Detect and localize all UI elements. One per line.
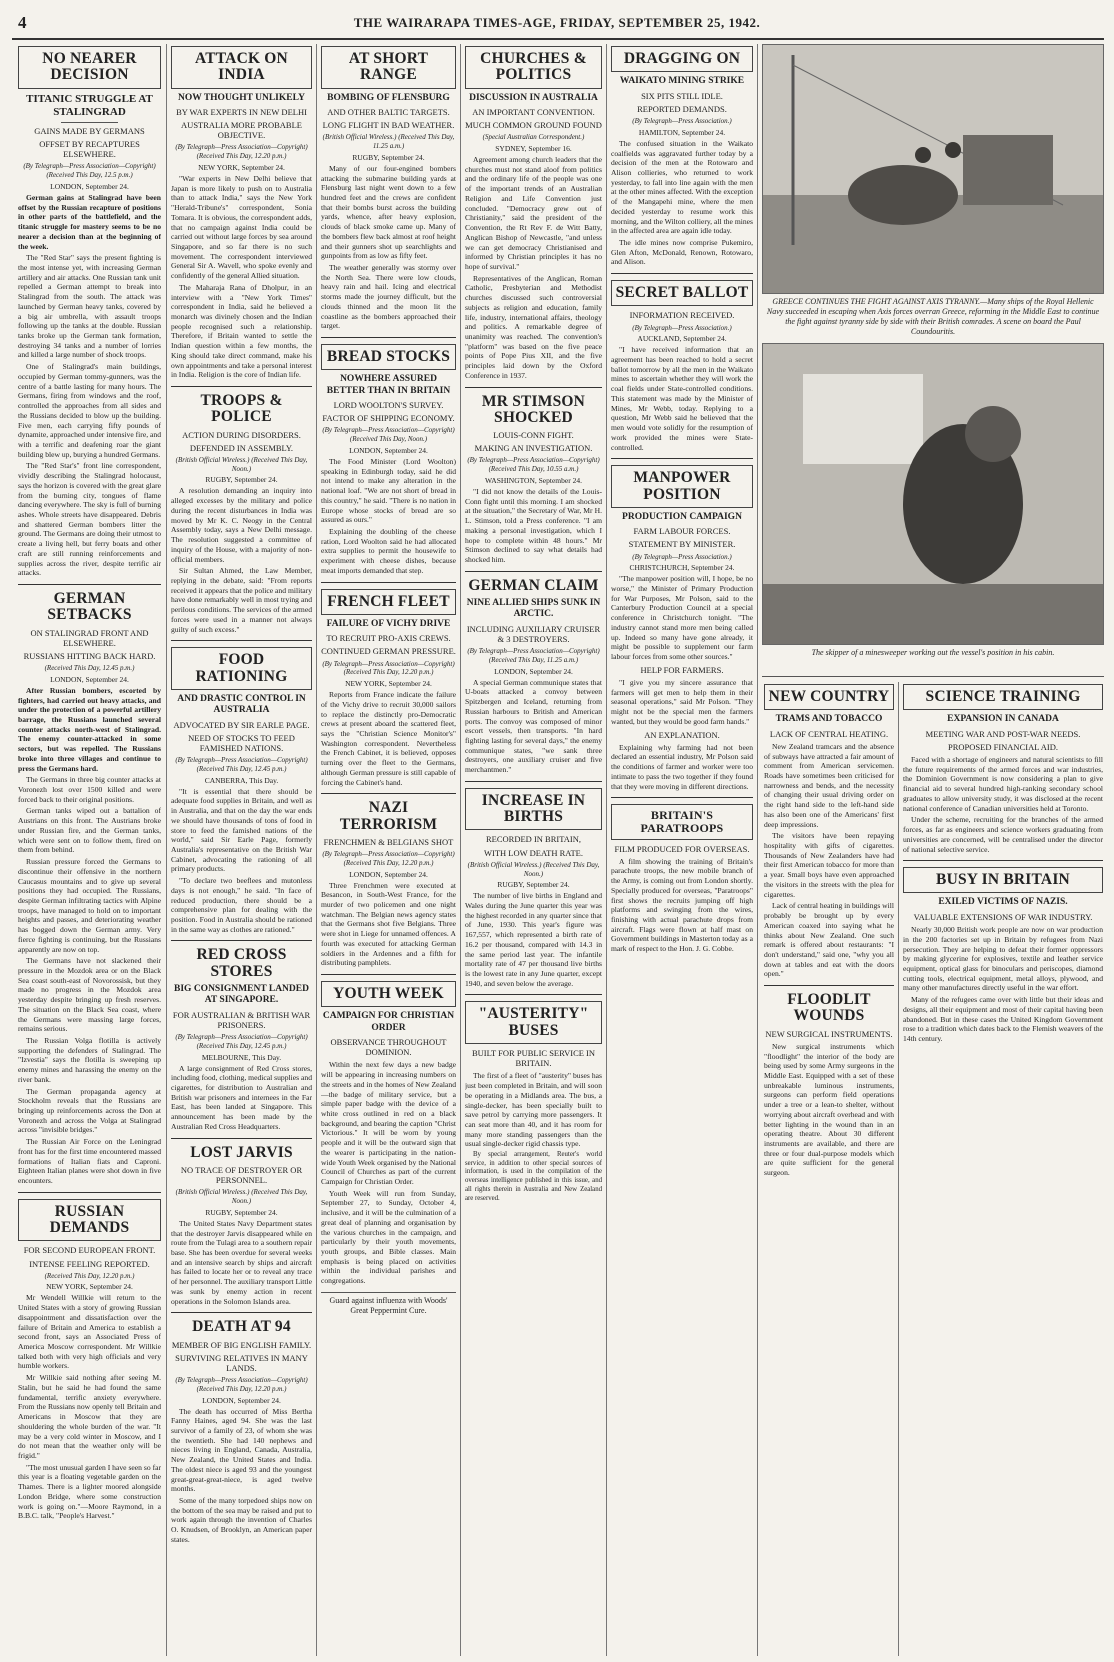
- deck: REPORTED DEMANDS.: [637, 103, 727, 114]
- paragraph: Russian pressure forced the Germans to discontinue their offensive in the northern Caucasus mountains and to give up several positions they had occupied. The Russians, despite German infiltrating tactics with Alpine troops, have managed to hold on to important heights and passes, and deteriorating weather has bogged down the German army. Very fierce fighting is continuing, but the Russians apparently are now on top.: [18, 857, 161, 954]
- article-dragging-on: [611, 46, 753, 267]
- column-rule: [316, 44, 317, 1656]
- headline: BUSY IN BRITAIN: [903, 867, 1103, 893]
- credit-line: (By Telegraph—Press Association—Copyright) (Received This Day, 12.45 p.m.): [175, 756, 308, 773]
- deck: NOW THOUGHT UNLIKELY: [178, 92, 305, 103]
- deck: FARM LABOUR FORCES.: [633, 526, 731, 537]
- headline: CHURCHES & POLITICS: [465, 46, 602, 89]
- column-rule: [898, 682, 899, 1656]
- dateline: CHRISTCHURCH, September 24.: [629, 563, 735, 573]
- headline: NEW COUNTRY: [764, 684, 894, 710]
- credit-line: (Received This Day, 12.20 p.m.): [44, 1271, 135, 1280]
- minesweeper-cabin-illustration: [763, 344, 1103, 644]
- headline: DRAGGING ON: [611, 46, 753, 72]
- deck: PROPOSED FINANCIAL AID.: [948, 741, 1058, 752]
- headline: "AUSTERITY" BUSES: [465, 1001, 602, 1044]
- deck: TRAMS AND TOBACCO: [775, 714, 883, 725]
- headline: AT SHORT RANGE: [321, 46, 456, 89]
- divider: [465, 781, 602, 782]
- headline: SECRET BALLOT: [611, 280, 753, 306]
- divider: [171, 640, 312, 641]
- dateline: RUGBY, September 24.: [205, 1207, 278, 1217]
- article-no-nearer-decision: [18, 46, 161, 578]
- credit-line: (By Telegraph—Press Association.): [632, 323, 732, 332]
- deck: NEED OF STOCKS TO FEED FAMISHED NATIONS.: [188, 732, 295, 753]
- deck: GAINS MADE BY GERMANS: [34, 125, 145, 136]
- divider: [465, 994, 602, 995]
- column-5: [611, 44, 753, 1656]
- paragraph: The German propaganda agency at Stockholm reveals that the Russians are bringing up reinforcements across the Don at Voronezh and across the Volga at Stalingrad across "invisible bridges.": [18, 1086, 161, 1135]
- paragraph: By special arrangement, Reuter's world service, in addition to other special sources of information, is used in the compilation of the overseas intelligence published in this issue, and all rights therein in Australia and New Zealand are reserved.: [465, 1151, 602, 1202]
- masthead-title: THE WAIRARAPA TIMES-AGE, FRIDAY, SEPTEMBER 25, 1942.: [353, 15, 761, 30]
- credit-line: (By Telegraph—Press Association—Copyright) (Received This Day, 12.20 p.m.): [175, 1376, 308, 1393]
- article-youth-week: [321, 981, 456, 1286]
- dateline: LONDON, September 24.: [50, 674, 129, 684]
- divider: [903, 860, 1103, 861]
- article-food-rationing: [171, 647, 312, 934]
- credit-line: (British Official Wireless.) (Received This Day, 11.25 a.m.): [322, 133, 455, 151]
- deck: BY WAR EXPERTS IN NEW DELHI: [176, 106, 307, 117]
- credit-line: (By Telegraph—Press Association—Copyright) (Received This Day, 12.5 p.m.): [23, 162, 156, 180]
- article-french-fleet: [321, 589, 456, 788]
- paragraph: Representatives of the Anglican, Roman Catholic, Presbyterian and Methodist churches discussed such controversial subjects as religion and education, family life, industry, international affairs, theology and politics. A remarkable degree of unanimity was reached. The convention's "platform" was based on the five peace points of Pope Pius XII, and the five principles laid down by the Oxford Conference in 1937.: [465, 273, 602, 380]
- headline: MANPOWER POSITION: [611, 465, 753, 508]
- deck: NEW SURGICAL INSTRUMENTS.: [765, 1028, 893, 1039]
- article-german-claim: [465, 578, 602, 775]
- paragraph: "It is essential that there should be adequate food supplies in Britain, and well as in Australia, and that on the day the war ends we should have thousands of tons of food in store to feed the famished nations of the world," said Sir Earle Page, formerly Australia's representative on the British War Cabinet, advocating the rationing of all primary products.: [171, 786, 312, 874]
- deck: LORD WOOLTON'S SURVEY.: [333, 400, 444, 411]
- deck: VALUABLE EXTENSIONS OF WAR INDUSTRY.: [913, 911, 1093, 922]
- article-churches-politics: [465, 46, 602, 381]
- deck: OBSERVANCE THROUGHOUT DOMINION.: [330, 1037, 447, 1058]
- headline: GERMAN CLAIM: [468, 576, 599, 594]
- greek-navy-photo: [762, 44, 1104, 294]
- deck: LACK OF CENTRAL HEATING.: [769, 728, 889, 739]
- paragraph: Three Frenchmen were executed at Besancon, in South-West France, for the murder of two policemen and one night watchman. The Belgian news agency states that the Germans shot five Belgians. Three were shot in Liege for unnamed offences. A fourth was executed for attacking German soldiers in the Ardennes and a fifth for distributing pamphlets.: [321, 880, 456, 968]
- deck: EXPANSION IN CANADA: [947, 714, 1059, 725]
- article-mr-stimson-shocked: [465, 394, 602, 565]
- credit-line: (By Telegraph—Press Association—Copyright) (Received This Day, Noon.): [322, 426, 455, 444]
- paragraph: One of Stalingrad's main buildings, occupied by German tommy-gunners, was the centre of a battle lasting for many hours. The Germans, firing from windows and the roof, controlled the approaches from all sides and the Russians decided to blow up the building. Five men, each carrying fifty pounds of dynamite, approached under intensive fire, and with a terrific and deafening roar the giant building blew up, burying a hundred Germans.: [18, 362, 161, 459]
- deck: DEFENDED IN ASSEMBLY.: [189, 442, 294, 453]
- deck: STATEMENT BY MINISTER.: [628, 539, 736, 550]
- deck: SURVIVING RELATIVES IN MANY LANDS.: [175, 1352, 308, 1373]
- masthead-rule: [12, 38, 1104, 40]
- deck: FILM PRODUCED FOR OVERSEAS.: [614, 843, 750, 854]
- column-3: [321, 44, 456, 1656]
- deck: WAIKATO MINING STRIKE: [619, 76, 745, 87]
- deck: ACTION DURING DISORDERS.: [182, 429, 301, 440]
- divider: [611, 797, 753, 798]
- column-1: [18, 44, 161, 1656]
- paragraph: Lack of central heating in buildings will probably be brought up by every American coaxed into saying what he thinks about New Zealand. One such remark is offered about restaurants: "I don't understand," said one, "why you all down at tables and eat with the doors open.": [764, 901, 894, 979]
- deck: FACTOR OF SHIPPING ECONOMY.: [322, 413, 455, 424]
- paragraph: The Germans in three big counter attacks at Voronezh lost over 1500 killed and were forced back to their original positions.: [18, 775, 161, 804]
- column-6b: [903, 682, 1103, 1656]
- paragraph: "The manpower position will, I hope, be no worse," the Minister of Primary Production for War Purposes, Mr Polson, said to the Canterbury Production Council at a special conference in Christchurch tonight. "The industry cannot stand more men being called up. Indeed so many have gone already, it might be possible to supplement our farm labour forces from some other sources.": [611, 574, 753, 662]
- article-britains-paratroops: [611, 804, 753, 954]
- divider: [321, 337, 456, 338]
- deck: FOR SECOND EUROPEAN FRONT.: [23, 1245, 156, 1256]
- deck: PRODUCTION CAMPAIGN: [622, 511, 742, 522]
- paragraph: Faced with a shortage of engineers and natural scientists to fill the future requirements of the armed forces and war industries, the Dominion Government is now considering a plan to give financial aid to several hundred high-ranking secondary school graduates to allow university study, it was disclosed at the recent national conference of Canadian universities held at Toronto.: [903, 755, 1103, 813]
- paragraph: Many of the refugees came over with little but their ideas and designs, all their equipment and most of their capital having been abandoned. But in these cases the United Kingdom Government rose to a tradition which dates back to the Flemish weavers of the 14th century.: [903, 995, 1103, 1043]
- paragraph: Agreement among church leaders that the churches must not stand aloof from politics and the ordinary life of the people was one of the important trends of an Australian Religion and Life Convention just concluded. "Democracy grew out of Christianity," said the president of the Convention, the Rt Rev F. de Witt Batty, Anglican Bishop of Newcastle, "and unless we can get democracy Christianised and informed by Christian principles it has no hope of survival.": [465, 155, 602, 271]
- paragraph: The weather generally was stormy over the North Sea. There were low clouds, heavy rain and hail. Icing and electrical storms made the journey difficult, but the clouds thinned and the moon lit the coastline as the bombers approached their target.: [321, 262, 456, 331]
- deck: FRENCHMEN & BELGIANS SHOT: [323, 836, 454, 847]
- deck: LOUIS-CONN FIGHT.: [493, 430, 574, 441]
- headline: FLOODLIT WOUNDS: [787, 991, 871, 1025]
- headline: NAZI TERRORISM: [339, 799, 438, 833]
- deck: WITH LOW DEATH RATE.: [484, 847, 583, 858]
- paragraph: Explaining why farming had not been declared an essential industry, Mr Polson said the conditions of farmer and worker were too intimate to pass the two together if they found that they were moving in different directions.: [611, 742, 753, 791]
- deck: SIX PITS STILL IDLE.: [641, 90, 723, 101]
- headline: ATTACK ON INDIA: [171, 46, 312, 89]
- paragraph: "War experts in New Delhi believe that Japan is more likely to push on to Australia than to attack India," says the New York "Herald-Tribune's" correspondent, Sonia Tomara. It is obvious, the correspondent adds, that no campaign against India could be carried out without large forces by sea around Singapore, and so far there is no such movement. The correspondent interviewed General Sir A. Wavell, who spoke evenly and confidently of the general Allied situation.: [171, 173, 312, 281]
- paragraph: German tanks wiped out a battalion of Austrians on this front. The Austrians broke under Russian fire, and the German tanks, which were sent on to follow them, fired on them from behind.: [18, 806, 161, 855]
- dateline: CANBERRA, This Day.: [204, 775, 279, 785]
- divider: [171, 1312, 312, 1313]
- article-floodlit-wounds: [764, 992, 894, 1178]
- headline: MR STIMSON SHOCKED: [481, 392, 586, 426]
- paragraph: A large consignment of Red Cross stores, including food, clothing, medical supplies and cigarettes, for distribution to Australian and British war prisoners and internees in the Far East, has been landed at Singapore. This announcement has been made by the Australian Red Cross Headquarters.: [171, 1063, 312, 1131]
- deck: FAILURE OF VICHY DRIVE: [326, 618, 451, 629]
- lead-paragraph: German gains at Stalingrad have been offset by the Russian recapture of positions in other parts of the battlefield, and the titanic struggle for mastery seems to be no nearer a decision than at the beginning of the week.: [18, 192, 161, 251]
- dateline: LONDON, September 24.: [494, 666, 573, 676]
- headline: BREAD STOCKS: [321, 344, 456, 370]
- article-busy-in-britain: [903, 867, 1103, 1043]
- paragraph: The first of a fleet of "austerity" buses has just been completed in Britain, and will soon be operating in a Midlands area. The bus, a single-decker, has been specially built to save petrol by carrying more passengers. It can seat more than 40, and it has room for many more standing passengers than the usual single-decker rigid chassis type.: [465, 1071, 602, 1149]
- divider: [18, 584, 161, 585]
- paragraph: The number of live births in England and Wales during the June quarter this year was the highest recorded in any quarter since that of June, 1930. This year's figure was 167,557, which represented a birth rate of 16.2 per thousand, compared with 14.3 in the same period last year. The infantile mortality rate of 47 per thousand live births is the lowest rate in any June quarter, except 1940, and seven below the average.: [465, 891, 602, 988]
- masthead: [10, 10, 1104, 32]
- deck: MAKING AN INVESTIGATION.: [474, 443, 593, 454]
- credit-line: (Special Australian Correspondent.): [482, 133, 585, 142]
- credit-line: (British Official Wireless.) (Received This Day, Noon.): [175, 1188, 308, 1206]
- deck: RUSSIANS HITTING BACK HARD.: [23, 650, 156, 661]
- article-german-setbacks: [18, 591, 161, 1186]
- headline: BRITAIN'S PARATROOPS: [611, 804, 753, 839]
- headline: NO NEARER DECISION: [18, 46, 161, 89]
- paragraph: The Russian Volga flotilla is actively supporting the defenders of Stalingrad. The "Izvestia" says the flotilla is sweeping up enemy mines and harassing the enemy on the river bank.: [18, 1036, 161, 1084]
- headline: FOOD RATIONING: [171, 647, 312, 690]
- credit-line: (Received This Day, 12.45 p.m.): [44, 664, 135, 673]
- deck: AND DRASTIC CONTROL IN AUSTRALIA: [177, 693, 306, 716]
- dateline: NEW YORK, September 24.: [46, 1282, 133, 1292]
- lead-paragraph: After Russian bombers, escorted by fighters, had carried out heavy attacks, and under the protection of a powerful artillery barrage, the Russians launched several counter attacks north-west of Stalingrad. The enemy counter-attacked in some sectors, but was repelled. The Russians broke into three villages and continue to press the Germans hard.: [18, 685, 161, 773]
- deck: AN IMPORTANT CONVENTION.: [472, 106, 595, 117]
- credit-line: (British Official Wireless.) (Received This Day, Noon.): [175, 455, 308, 473]
- advertisement: Guard against influenza with Woods' Great Peppermint Cure.: [321, 1292, 456, 1315]
- divider: [18, 1192, 161, 1193]
- headline: INCREASE IN BIRTHS: [465, 788, 602, 831]
- photo-column: [762, 44, 1104, 674]
- deck: AUSTRALIA MORE PROBABLE OBJECTIVE.: [181, 120, 302, 141]
- deck: ON STALINGRAD FRONT AND ELSEWHERE.: [30, 627, 149, 648]
- deck: NOWHERE ASSURED BETTER THAN IN BRITAIN: [326, 374, 451, 396]
- deck: CAMPAIGN FOR CHRISTIAN ORDER: [322, 1011, 455, 1033]
- deck: RECORDED IN BRITAIN,: [486, 834, 581, 845]
- headline: DEATH AT 94: [192, 1318, 291, 1336]
- divider: [764, 985, 894, 986]
- article-austerity-buses: [465, 1001, 602, 1203]
- deck: OFFSET BY RECAPTURES ELSEWHERE.: [39, 139, 140, 160]
- article-troops-police: [171, 393, 312, 634]
- divider: [321, 793, 456, 794]
- dateline: HAMILTON, September 24.: [638, 127, 726, 137]
- paragraph: Reports from France indicate the failure of the Vichy drive to recruit 30,000 sailors to replace the distinctly pro-Democratic crews at present aboard the scattered fleet, says the "Christian Science Monitor's" Washington correspondent. Nevertheless the French Cabinet, it is believed, opposes turning over the fleet to the Germans, although German pressure is still capable of forcing the Cabinet's hand.: [321, 690, 456, 787]
- deck: LONG FLIGHT IN BAD WEATHER.: [322, 120, 455, 131]
- paragraph: The Russian Air Force on the Leningrad front has for the first time encountered massed formations of Italian fiats and Caproni. Eighteen Italian planes were shot down in five encounters.: [18, 1137, 161, 1186]
- paragraph: Mr Wendell Willkie will return to the United States with a story of growing Russian disappointment and dissatisfaction over the failure of Britain and America to establish a second front, says an Associated Press of America Moscow correspondent. Mr Willkie talked both with very high officials and very humble workers.: [18, 1293, 161, 1371]
- paragraph: "To declare two beeflees and mutonless days is not enough," he said. "In face of reduced production, there should be a comprehensive plan for dealing with the position. Food in Australia should be rationed in the same way as clothes are rationed.": [171, 876, 312, 934]
- paragraph: The Food Minister (Lord Woolton) speaking in Edinburgh today, said he did not intend to make any alteration in the national loaf. "We are not short of bread in this country," he said. "There is no nation in Europe whose stocks of bread are so assured as ours.": [321, 456, 456, 525]
- deck: BIG CONSIGNMENT LANDED AT SINGAPORE.: [174, 983, 309, 1006]
- deck: MUCH COMMON GROUND FOUND: [465, 120, 602, 131]
- divider: [61, 122, 118, 123]
- divider: [465, 571, 602, 572]
- article-russian-demands: [18, 1199, 161, 1521]
- paragraph: A special German communique states that U-boats attacked a convoy between Spitzbergen and Iceland, returning from Russian harbours to British and American ports. The convoy was composed of minor escort vessels, then transports. "In hard fighting lasting for several days," the enemy communique states, "we sank three destroyers, one auxiliary cruiser and five merchantmen.": [465, 677, 602, 775]
- article-bread-stocks: [321, 344, 456, 576]
- paragraph: "I have received information that an agreement has been reached to hold a secret ballot tomorrow by all the men in the Waikato mines to ascertain whether they will work the coal fields under State-controlled conditions. This statement was made by the Minister of Mines, Mr Webb, today. Replying to a question, Mr Webb said he believed that the men would vote solidly for the resumption of work provided the mines were State-controlled.: [611, 345, 753, 452]
- deck: CONTINUED GERMAN PRESSURE.: [321, 646, 456, 657]
- paragraph: Youth Week will run from Sunday, September 27, to Sunday, October 4, inclusive, and it will be the culmination of a great deal of planning and organisation by the various churches in the campaign, and particularly by their youth movements, youth groups, and Bible classes. Main emphasis is being placed on activities within the individual parishes and congregations.: [321, 1188, 456, 1286]
- headline: RED CROSS STORES: [196, 946, 287, 980]
- subheading: AN EXPLANATION.: [644, 729, 720, 740]
- credit-line: (By Telegraph—Press Association.): [632, 552, 732, 561]
- photo-caption: GREECE CONTINUES THE FIGHT AGAINST AXIS TYRANNY.—Many ships of the Royal Hellenic Navy succeeded in escaping when Axis forces overran Greece, reforming in the Middle East to continue the fight against tyranny side by side with their British comrades. A scene on board the Paul Coundouritis.: [766, 297, 1100, 336]
- deck: MEETING WAR AND POST-WAR NEEDS.: [925, 728, 1081, 739]
- paragraph: Many of our four-engined bombers attacking the submarine building yards at Flensburg last night went down to a few hundred feet and the crews are confident that their bombs burst across the building yards, whence, after heavy explosion, clouds of black smoke came up. Many of the bombers flew back almost at roof height and their gunners shot up searchlights and gunpoints from as low as fifty feet.: [321, 163, 456, 261]
- credit-line: (By Telegraph—Press Association.): [632, 117, 732, 126]
- paragraph: The "Red Star's" front line correspondent, vividly describing the Stalingrad holocaust, says the horizon is covered with the great glare from the burning city, tongues of flame dancing everywhere. The sky is full of burning ashes. Whole streets have disappeared. Debris and shattered German bombers litter the ground. The Germans are doing their utmost to create a living hell, but ferry boats and other craft are still running reinforcements and supplies across the river, despite terrific air attacks.: [18, 461, 161, 578]
- paragraph: The death has occurred of Miss Bertha Fanny Haines, aged 94. She was the last survivor of a family of 23, of whom she was the twentieth. She had 140 nephews and nieces living in England, Canada, Australia, New Zealand, the United States and India. The oldest niece is aged 93 and the youngest great-great-great-niece, is aged twelve months.: [171, 1406, 312, 1494]
- headline: YOUTH WEEK: [321, 981, 456, 1007]
- paragraph: Mr Willkie said nothing after seeing M. Stalin, but he said he had found the same fundamental, terrific anxiety everywhere. From the Russians now openly tell Britain and Americans in Moscow that they are shouldering the whole burden of the war. "It may be a very cold winter in Moscow, and I do not mean that the weather only will be frigid.": [18, 1373, 161, 1460]
- paragraph: The United States Navy Department states that the destroyer Jarvis disappeared while en route from the Tulagi area to a southern repair base. She has been overdue for several weeks and an intensive search by ships and aircraft has failed to locate her or to reveal any trace of her personnel. The auxiliary transport Little was sunk by enemy action in recent operations in the Solomon Islands area.: [171, 1218, 312, 1306]
- column-6a: [764, 682, 894, 1656]
- divider: [321, 974, 456, 975]
- dateline: MELBOURNE, This Day.: [201, 1052, 282, 1062]
- headline: LOST JARVIS: [190, 1143, 293, 1161]
- credit-line: (By Telegraph—Press Association—Copyright) (Received This Day, 12.20 p.m.): [322, 850, 455, 867]
- paragraph: "I did not know the details of the Louis-Conn fight until this morning. I am shocked at the situation," the Secretary of War, Mr H. L. Stimson, told a Press conference. "I am making a personal investigation, which I hope to complete within 48 hours." Mr Stimson declined to say what details had shocked him.: [465, 486, 602, 565]
- dateline: SYDNEY, September 16.: [495, 144, 572, 154]
- credit-line: (By Telegraph—Press Association—Copyright) (Received This Day, 12.20 p.m.): [322, 659, 455, 677]
- deck: AND OTHER BALTIC TARGETS.: [327, 106, 450, 117]
- paragraph: The confused situation in the Waikato coalfields was aggravated further today by a decision of the men at the Rotowaro and Alison collieries, who returned to work yesterday, to fall into line again with the men at the other mines affected. With the exception of the Mangapehi mine, where the men decided yesterday to resume work this morning, and the Wilton colliery, all the mines in the affected area are again idle today.: [611, 138, 753, 236]
- divider: [171, 940, 312, 941]
- headline: GERMAN SETBACKS: [47, 590, 132, 624]
- paragraph: Under the scheme, recruiting for the branches of the armed forces, as far as engineers and science workers graduating from universities are concerned, will be centralised under the director of national selective service.: [903, 815, 1103, 854]
- dateline: WASHINGTON, September 24.: [485, 475, 582, 485]
- column-2: [171, 44, 312, 1656]
- paragraph: The "Red Star" says the present fighting is the most intense yet, with increasing German artillery and air attacks. One Russian tank unit repelled a German attempt to break into Stalingrad from the south. The attack was launched by German heavy tanks, covered by a big air umbrella, with assault troops following up the tanks at the double. Russian tanks broke up the German tank formation, destroying 34 tanks and a number of lorries and killed a large number of shock troops.: [18, 253, 161, 360]
- deck: DISCUSSION IN AUSTRALIA: [469, 92, 598, 103]
- paragraph: Within the next few days a new badge will be appearing in increasing numbers on the streets and in the homes of New Zealand—the badge of military service, but a simple paper badge with the device of a white cross outlined in red on a black background, and bearing the caption "Christ Victorious." It will be worn by young people and it will be the outward sign that the wearer is participating in the nation-wide Youth Week organised by the National Council of Churches as part of the current Campaign for Christian Order.: [321, 1060, 456, 1187]
- article-science-training: [903, 684, 1103, 854]
- dateline: NEW YORK, September 24.: [198, 162, 285, 172]
- paragraph: Sir Sultan Ahmed, the Law Member, replying in the debate, said: "From reports received it appears that the police and military have done remarkably well in most trying and perilous conditions. The services of the armed forces were used in a manner not always guilty of such excess.": [171, 566, 312, 634]
- minesweeper-photo: [762, 343, 1104, 645]
- paragraph: "The most unusual garden I have seen so far this year is a floating vegetable garden on the Thames. There is a lighter moored alongside London Bridge, where some construction work is going on."—Moore Raymond, in a B.B.C. talk, "People's Harvest.": [18, 1462, 161, 1521]
- dateline: LONDON, September 24.: [349, 869, 428, 879]
- column-rule: [460, 44, 461, 1656]
- article-lost-jarvis: [171, 1145, 312, 1307]
- deck: NO TRACE OF DESTROYER OR PERSONNEL.: [180, 1164, 303, 1186]
- headline: FRENCH FLEET: [321, 589, 456, 615]
- dateline: AUCKLAND, September 24.: [637, 334, 727, 344]
- credit-line: (By Telegraph—Press Association—Copyright) (Received This Day, 12.20 p.m.): [175, 143, 308, 161]
- ship-deck-illustration: [763, 45, 1103, 293]
- column-rule: [606, 44, 607, 1656]
- credit-line: (By Telegraph—Press Association—Copyright) (Received This Day, 11.25 a.m.): [467, 647, 600, 664]
- credit-line: (By Telegraph—Press Association—Copyright) (Received This Day, 12.45 p.m.): [175, 1033, 308, 1050]
- subheading: HELP FOR FARMERS.: [640, 664, 724, 675]
- headline: SCIENCE TRAINING: [903, 684, 1103, 710]
- paragraph: Nearly 30,000 British work people are now on war production in the 200 factories set up in Britain by refugees from Nazi persecution. They are helping to defeat their former oppressors by making glycerine for explosives, textile and leather service equipment, optical glass for binoculars and periscopes, diamond cutting tools, electrical equipment, metal alloys, plywood, and many other manufactures directly useful in the war effort.: [903, 925, 1103, 993]
- dateline: LONDON, September 24.: [202, 1395, 281, 1405]
- page-number: 4: [18, 13, 27, 32]
- paragraph: Explaining the doubling of the cheese ration, Lord Woolton said he had allocated extra supplies to permit the housewife to experiment with cheese dishes, because meat imports demanded that step.: [321, 526, 456, 575]
- paragraph: "I give you my sincere assurance that farmers will get men to help them in their seasonal operations," said Mr Polson. "They might not be the special men the farmers wanted, but they would be good farm hands.": [611, 677, 753, 726]
- article-manpower-position: [611, 465, 753, 791]
- deck: INCLUDING AUXILIARY CRUISER & 3 DESTROYERS.: [466, 623, 601, 644]
- divider: [611, 273, 753, 274]
- divider: [465, 387, 602, 388]
- deck: ADVOCATED BY SIR EARLE PAGE.: [173, 719, 310, 730]
- article-red-cross-stores: [171, 947, 312, 1131]
- deck: TO RECRUIT PRO-AXIS CREWS.: [326, 633, 451, 644]
- paragraph: The Maharaja Rana of Dholpur, in an interview with a "New York Times" correspondent in India, said he believed a monarch was divinely chosen and the Indian people recognised such a relationship. Therefore, if Britain wanted to settle the Indian question within a few months, the King should take direct command, make his own appointments and take a personal interest in India. Religion is the core of Indian life.: [171, 282, 312, 380]
- divider: [762, 676, 1104, 677]
- dateline: NEW YORK, September 24.: [345, 679, 432, 689]
- paragraph: The idle mines now comprise Pukemiro, Glen Afton, McDonald, Renown, Rotowaro, and Alison.: [611, 237, 753, 267]
- article-increase-in-births: [465, 788, 602, 989]
- column-4: [465, 44, 602, 1656]
- paragraph: A film showing the training of Britain's parachute troops, the new mobile branch of the Army, is coming out from London shortly. Specially produced for overseas, "Paratroops" first shows the recruits jumping off high platforms and swinging from the wires, finishing with actual parachute drops from aircraft. Flags were flown at half mast on Government buildings in Masterton today as a mark of respect to the Hon. J. G. Cobbe.: [611, 856, 753, 954]
- deck: EXILED VICTIMS OF NAZIS.: [938, 897, 1068, 908]
- credit-line: (By Telegraph—Press Association—Copyright) (Received This Day, 10.55 a.m.): [467, 456, 600, 474]
- divider: [321, 582, 456, 583]
- paragraph: The Germans have not slackened their pressure in the Mozdok area or on the Black Sea coast south-east of Novorossisk, but they made no progress in the Mozdok area yesterday despite bringing up fresh reserves. The situation on the Black Sea coast, where the Germans were massing large forces, remains serious.: [18, 956, 161, 1034]
- headline: RUSSIAN DEMANDS: [18, 1199, 161, 1242]
- deck: BOMBING OF FLENSBURG: [327, 92, 450, 103]
- divider: [171, 1138, 312, 1139]
- dateline: RUGBY, September 24.: [352, 152, 425, 162]
- paragraph: New surgical instruments which "floodlight" the interior of the body are being used by some Army surgeons in the Middle East. Equipped with a set of these unbreakable luminous instruments, surgeons can perform field operations under a tree or a lean-to shelter, without worrying about aircraft overhead and with better lighting in the wound than in an operating theatre. About 30 different instruments are available, and there are three or four dual-purpose models which are quite sufficient for the general surgeon.: [764, 1041, 894, 1178]
- deck: NINE ALLIED SHIPS SUNK IN ARCTIC.: [466, 598, 601, 620]
- column-rule: [757, 44, 758, 1656]
- article-attack-on-india: [171, 46, 312, 380]
- paragraph: The visitors have been repaying hospitality with gifts of cigarettes. Thousands of New Zealanders have had their first American tobacco for more than a year. Small boys have even approached the visitors in the streets with the plea for cigarettes.: [764, 831, 894, 899]
- dateline: LONDON, September 24.: [50, 181, 129, 191]
- deck: MEMBER OF BIG ENGLISH FAMILY.: [171, 1339, 312, 1350]
- deck: INFORMATION RECEIVED.: [629, 310, 735, 321]
- column-rule: [166, 44, 167, 1656]
- paragraph: New Zealand tramcars and the absence of subways have attracted a fair amount of comment from American servicemen. Roads have sometimes been criticised for narrowness and bends, and the necessity of changing their usual driving order on the right hand side to the left-hand side has also been one of the Americans' first deep impressions.: [764, 741, 894, 829]
- deck: TITANIC STRUGGLE AT STALINGRAD: [26, 92, 153, 118]
- article-death-at-94: [171, 1319, 312, 1544]
- article-new-country: [764, 684, 894, 979]
- credit-line: (British Official Wireless.) (Received This Day, Noon.): [467, 860, 600, 878]
- deck: BUILT FOR PUBLIC SERVICE IN BRITAIN.: [471, 1047, 596, 1069]
- deck: INTENSE FEELING REPORTED.: [29, 1258, 150, 1269]
- deck: FOR AUSTRALIAN & BRITISH WAR PRISONERS.: [172, 1009, 311, 1030]
- article-at-short-range: [321, 46, 456, 331]
- photo-caption: The skipper of a minesweeper working out the vessel's position in his cabin.: [811, 648, 1055, 657]
- article-secret-ballot: [611, 280, 753, 452]
- dateline: LONDON, September 24.: [349, 445, 428, 455]
- dateline: RUGBY, September 24.: [497, 880, 570, 890]
- paragraph: Some of the many torpedoed ships now on the bottom of the sea may be raised and put to work again through the invention of Charles O. Knudsen, of Brooklyn, an American paper states.: [171, 1496, 312, 1544]
- article-nazi-terrorism: [321, 800, 456, 968]
- dateline: RUGBY, September 24.: [205, 475, 278, 485]
- divider: [171, 386, 312, 387]
- divider: [611, 458, 753, 459]
- paragraph: A resolution demanding an inquiry into alleged excesses by the military and police during the recent disturbances in India was moved by Mr K. C. Neogy in the Central Assembly today, says a New Delhi message. The resolution suggested a committee of inquiry of the House, with a majority of non-official members.: [171, 486, 312, 564]
- headline: TROOPS & POLICE: [200, 392, 283, 426]
